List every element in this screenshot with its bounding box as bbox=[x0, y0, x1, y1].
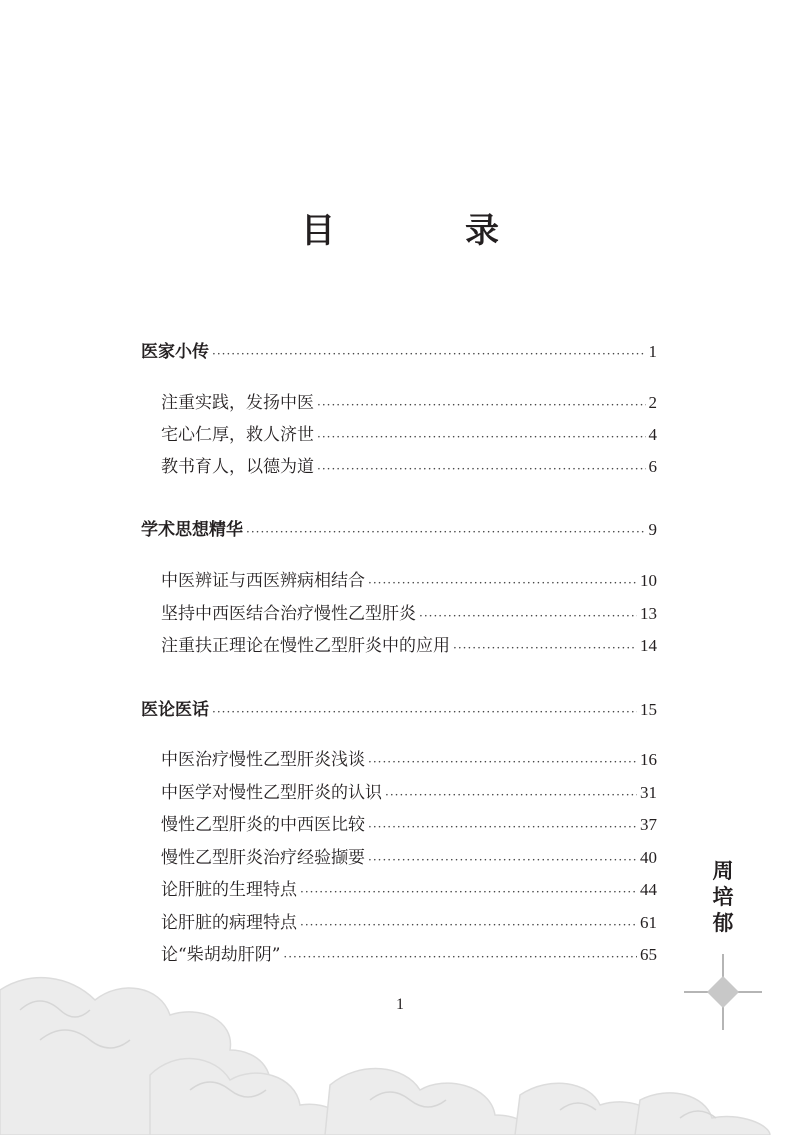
toc-page-number: 44 bbox=[640, 880, 657, 899]
leader-dots bbox=[368, 750, 637, 767]
toc-page-number: 65 bbox=[640, 945, 657, 964]
toc-item-title: 注重扶正理论在慢性乙型肝炎中的应用 bbox=[161, 636, 450, 656]
toc-page-number: 31 bbox=[640, 783, 657, 802]
toc-page-number: 4 bbox=[648, 425, 657, 444]
leader-dots bbox=[368, 848, 637, 865]
toc-page-number: 14 bbox=[640, 636, 657, 655]
toc-item-title: 宅心仁厚，救人济世 bbox=[161, 425, 314, 445]
toc-item[interactable] bbox=[161, 748, 657, 772]
toc-item-title: 注重实践，发扬中医 bbox=[161, 393, 314, 413]
side-author-label bbox=[708, 858, 738, 936]
leader-dots bbox=[212, 342, 646, 359]
toc-item-title: 论“柴胡劫肝阴” bbox=[161, 945, 281, 965]
toc-item[interactable] bbox=[161, 391, 657, 415]
toc-item[interactable] bbox=[161, 878, 657, 902]
toc-page-number: 13 bbox=[640, 604, 657, 623]
toc-section-2[interactable] bbox=[141, 518, 657, 542]
toc-item-title: 中医学对慢性乙型肝炎的认识 bbox=[161, 783, 382, 803]
toc-page-number: 6 bbox=[648, 457, 657, 476]
diamond-ornament-icon bbox=[684, 954, 764, 1034]
side-label-char: 培 bbox=[712, 884, 734, 909]
leader-dots bbox=[419, 604, 637, 621]
toc-item-title: 坚持中西医结合治疗慢性乙型肝炎 bbox=[161, 604, 416, 624]
toc-page-number: 2 bbox=[648, 393, 657, 412]
toc-page-number: 15 bbox=[640, 700, 657, 719]
toc-item-title: 论肝脏的生理特点 bbox=[161, 880, 297, 900]
toc-page-number: 9 bbox=[648, 520, 657, 539]
leader-dots bbox=[317, 457, 646, 474]
toc-item-title: 教书育人，以德为道 bbox=[161, 457, 314, 477]
toc-item[interactable] bbox=[161, 634, 657, 658]
toc-item[interactable] bbox=[161, 423, 657, 447]
toc-item[interactable] bbox=[161, 569, 657, 593]
toc-page-number: 16 bbox=[640, 750, 657, 769]
leader-dots bbox=[317, 393, 646, 410]
leader-dots bbox=[212, 700, 637, 717]
toc-item[interactable] bbox=[161, 846, 657, 870]
page-title: 目 录 bbox=[301, 211, 547, 251]
toc-page-number: 1 bbox=[648, 342, 657, 361]
leader-dots bbox=[283, 945, 637, 962]
toc-item[interactable] bbox=[161, 781, 657, 805]
leader-dots bbox=[368, 571, 637, 588]
toc-section-title: 医家小传 bbox=[141, 342, 209, 362]
toc-item-title: 论肝脏的病理特点 bbox=[161, 913, 297, 933]
leader-dots bbox=[368, 815, 637, 832]
side-label-char: 周 bbox=[712, 858, 734, 883]
toc-item[interactable] bbox=[161, 813, 657, 837]
toc-page-number: 40 bbox=[640, 848, 657, 867]
toc-section-3[interactable] bbox=[141, 698, 657, 722]
leader-dots bbox=[246, 520, 646, 537]
leader-dots bbox=[453, 636, 637, 653]
leader-dots bbox=[317, 425, 646, 442]
toc-page-number: 61 bbox=[640, 913, 657, 932]
leader-dots bbox=[300, 880, 637, 897]
leader-dots bbox=[300, 913, 637, 930]
toc-item-title: 中医辨证与西医辨病相结合 bbox=[161, 571, 365, 591]
toc-item[interactable] bbox=[161, 911, 657, 935]
toc-item[interactable] bbox=[161, 602, 657, 626]
toc-item[interactable] bbox=[161, 455, 657, 479]
toc-item-title: 中医治疗慢性乙型肝炎浅谈 bbox=[161, 750, 365, 770]
toc-section-1[interactable] bbox=[141, 340, 657, 364]
leader-dots bbox=[385, 783, 637, 800]
toc-item[interactable] bbox=[161, 943, 657, 967]
toc-page-number: 37 bbox=[640, 815, 657, 834]
toc-section-title: 医论医话 bbox=[141, 700, 209, 720]
toc-item-title: 慢性乙型肝炎治疗经验撷要 bbox=[161, 848, 365, 868]
toc-item-title: 慢性乙型肝炎的中西医比较 bbox=[161, 815, 365, 835]
page-number: 1 bbox=[396, 996, 404, 1013]
toc-page-number: 10 bbox=[640, 571, 657, 590]
toc-section-title: 学术思想精华 bbox=[141, 520, 243, 540]
side-label-char: 郁 bbox=[712, 910, 734, 935]
